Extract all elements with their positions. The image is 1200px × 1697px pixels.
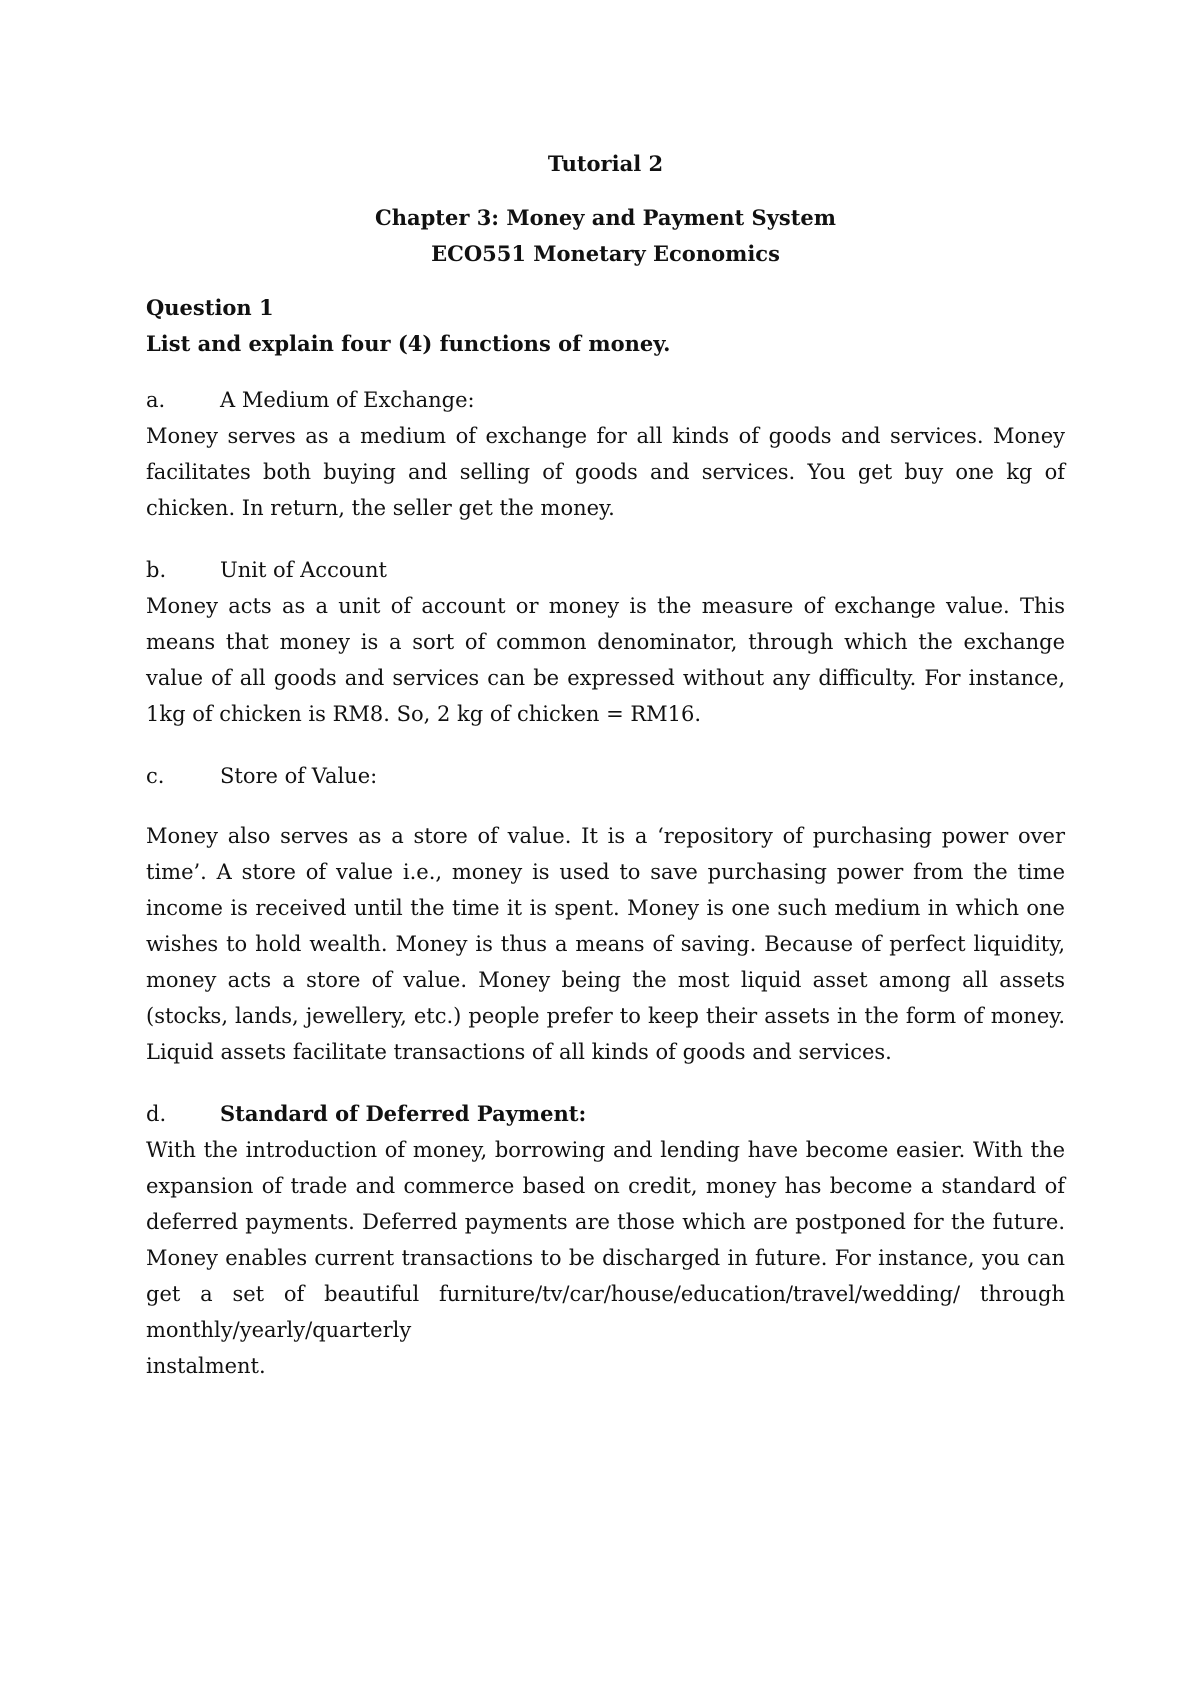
item-letter: a. <box>146 388 166 412</box>
item-heading-row <box>146 758 1065 794</box>
item-letter: b. <box>146 558 167 582</box>
item-heading: A Medium of Exchange: <box>220 388 475 412</box>
item-letter: c. <box>146 764 165 788</box>
question-label: Question 1 <box>146 295 274 320</box>
course-title: ECO551 Monetary Economics <box>431 241 780 266</box>
item-body: Money acts as a unit of account or money is the measure of exchange value. This means that money is a sort of common denominator, through which the exchange value of all goods and services can be expressed without any difficulty. For instance, 1kg of chicken is RM8. So, 2 kg of chicken = RM16. <box>146 594 1065 726</box>
item-letter: d. <box>146 1102 167 1126</box>
item-body: With the introduction of money, borrowing and lending have become easier. With the expansion of trade and commerce based on credit, money has become a standard of deferred payments. Deferred payments are those which are postponed for the future. Money enables current transactions to be discharged in future. For instance, you can get a set of beautiful furniture/tv/car/house/education/travel/wedding/ through monthly/yearly/quarterly <box>146 1138 1065 1342</box>
item-heading: Store of Value: <box>220 764 378 788</box>
function-item-b <box>146 552 1065 732</box>
function-item-d <box>146 1096 1065 1384</box>
chapter-title: Chapter 3: Money and Payment System <box>374 205 836 230</box>
question-text: List and explain four (4) functions of money. <box>146 331 671 356</box>
item-heading-row <box>146 552 1065 588</box>
function-item-a <box>146 382 1065 526</box>
item-heading-row <box>146 382 1065 418</box>
document-content <box>146 146 1065 1384</box>
page-title: Tutorial 2 <box>547 151 664 176</box>
function-item-c <box>146 758 1065 1070</box>
item-body-end: instalment. <box>146 1354 266 1378</box>
item-body: Money also serves as a store of value. It is a ‘repository of purchasing power over time’. A store of value i.e., money is used to save purchasing power from the time income is received until the time it is spent. Money is one such medium in which one wishes to hold wealth. Money is thus a means of saving. Because of perfect liquidity, money acts a store of value. Money being the most liquid asset among all assets (stocks, lands, jewellery, etc.) people prefer to keep their assets in the form of money. Liquid assets facilitate transactions of all kinds of goods and services. <box>146 824 1065 1064</box>
item-heading: Unit of Account <box>220 558 387 582</box>
item-heading: Standard of Deferred Payment: <box>220 1101 587 1126</box>
item-body: Money serves as a medium of exchange for all kinds of goods and services. Money facilitates both buying and selling of goods and services. You get buy one kg of chicken. In return, the seller get the money. <box>146 424 1065 520</box>
item-heading-row <box>146 1096 1065 1132</box>
